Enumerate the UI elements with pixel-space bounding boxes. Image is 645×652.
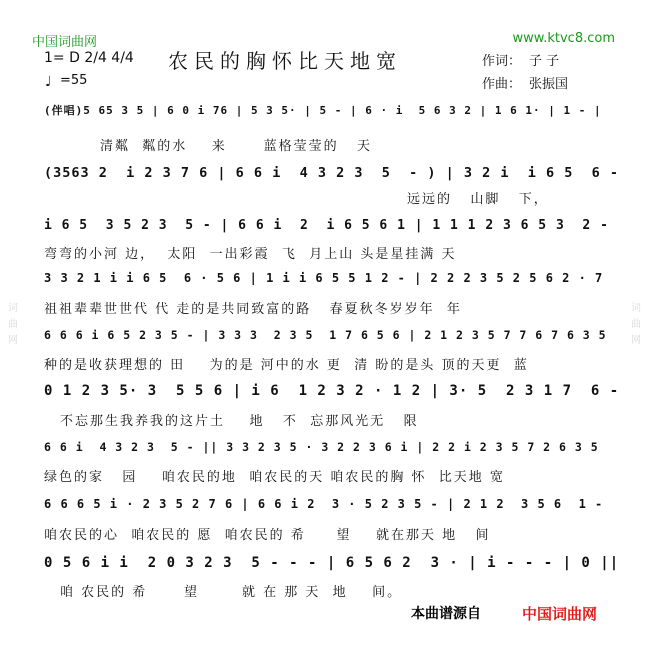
- score-lyrics-line: 咱 农民的 希 望 就 在 那 天 地 间。: [60, 585, 403, 600]
- score-lyrics-line: 咱农民的心 咱农民的 愿 咱农民的 希 望 就在那天 地 间: [44, 528, 491, 543]
- composer-credit: 作曲： 张振国: [482, 77, 569, 92]
- score-notes-line: 0 1 2 3 5· 3 5 5 6 | i 6 1 2 3 2 · 1 2 | 3· 5 2 3 1 7 6 -: [44, 383, 620, 399]
- key-signature: 1= D 2/4 4/4: [44, 50, 134, 66]
- lyricist-credit: 作词： 子 子: [482, 54, 560, 69]
- site-name: 中国词曲网: [32, 35, 98, 50]
- score-lyrics-line: 清粼 粼的水 来 蓝格莹莹的 天: [100, 139, 372, 154]
- score-notes-line: i 6 5 3 5 2 3 5 - | 6 6 i 2 i 6 5 6 1 | 1 1 1 2 3 6 5 3 2 -: [44, 218, 609, 233]
- score-notes-line: 6 6 6 5 i · 2 3 5 2 7 6 | 6 6 i 2 3 · 5 2 3 5 - | 2 1 2 3 5 6 1 -: [44, 497, 604, 511]
- score-lyrics-line: 不忘那生我养我的这片土 地 不 忘那风光无 限: [60, 414, 419, 429]
- site-url: www.ktvc8.com: [512, 31, 615, 46]
- tempo-marking: =55: [60, 73, 88, 88]
- score-notes-line: 6 6 6 i 6 5 2 3 5 - | 3 3 3 2 3 5 1 7 6 5 6 | 2 1 2 3 5 7 7 6 7 6 3 5: [44, 328, 607, 342]
- source-label: 本曲谱源自: [411, 606, 481, 622]
- watermark-left: 词曲网: [5, 302, 17, 350]
- quarter-note-icon: ♩: [45, 74, 52, 90]
- score-lyrics-line: 种的是收获理想的 田 为的是 河中的水 更 清 盼的是头 顶的天更 蓝: [44, 358, 529, 373]
- watermark-right: 词曲网: [628, 302, 640, 350]
- score-lyrics-line: 绿色的家 园 咱农民的地 咱农民的天 咱农民的胸 怀 比天地 宽: [44, 470, 505, 485]
- score-notes-line: (3563 2 i 2 3 7 6 | 6 6 i 4 3 2 3 5 - ) | 3 2 i i 6 5 6 -: [44, 165, 620, 181]
- score-notes-line: 3 3 2 1 i i 6 5 6 · 5 6 | 1 i i 6 5 5 1 2 - | 2 2 2 3 5 2 5 6 2 · 7: [44, 271, 604, 285]
- score-notes-line: 6 6 i 4 3 2 3 5 - || 3 3 2 3 5 · 3 2 2 3 6 i | 2 2 i 2 3 5 7 2 6 3 5: [44, 440, 599, 454]
- score-lyrics-line: 远远的 山脚 下，: [407, 192, 549, 207]
- score-notes-line: (伴唱)5 65 3 5 | 6 0 i 76 | 5 3 5· | 5 - | 6 · i 5 6 3 2 | 1 6 1· | 1 - |: [44, 104, 602, 117]
- score-lyrics-line: 弯弯的小河 边， 太阳 一出彩霞 飞 月上山 头是星挂满 天: [44, 247, 457, 262]
- score-lyrics-line: 祖祖辈辈世世代 代 走的是共同致富的路 春夏秋冬岁岁年 年: [44, 302, 462, 317]
- credits: [482, 50, 576, 96]
- score-notes-line: 0 5 6 i i 2 0 3 2 3 5 - - - | 6 5 6 2 3 · | i - - - | 0 ||: [44, 555, 620, 571]
- song-title: 农民的胸怀比天地宽: [168, 49, 402, 73]
- source-site-link[interactable]: 中国词曲网: [522, 605, 598, 623]
